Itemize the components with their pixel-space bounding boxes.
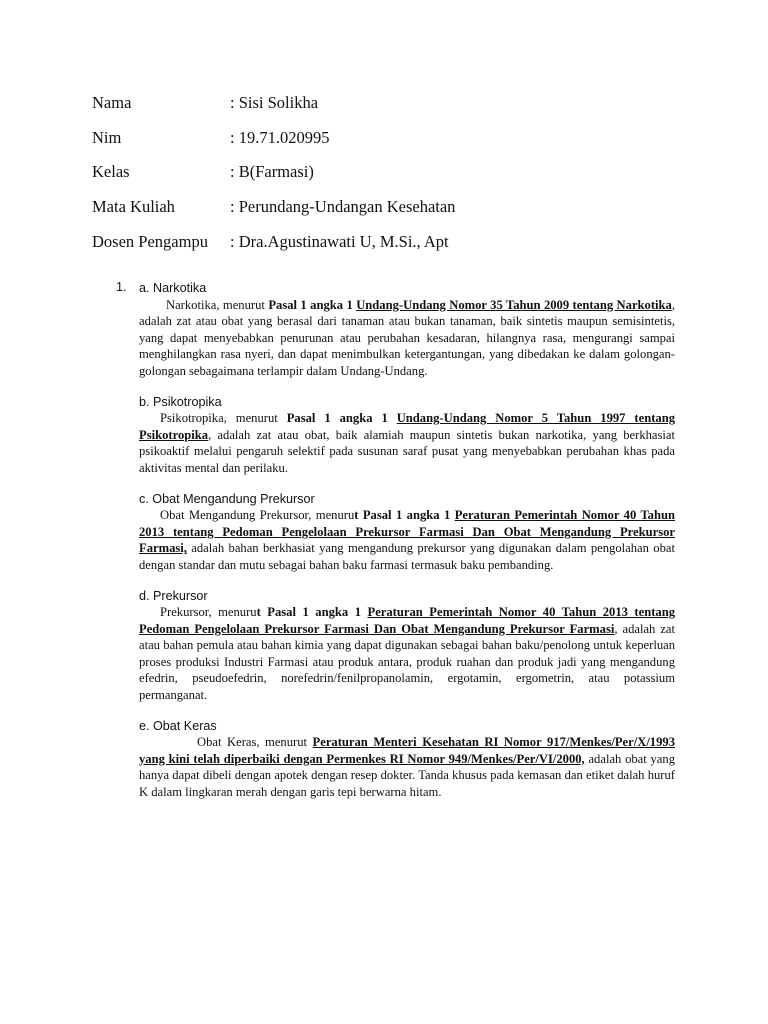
section-paragraph xyxy=(139,297,675,380)
info-value: : Perundang-Undangan Kesehatan xyxy=(230,197,456,217)
info-label: Dosen Pengampu xyxy=(92,231,208,251)
info-row-kelas xyxy=(92,155,712,190)
law-title: Undang-Undang Nomor 35 Tahun 2009 tentang Narkotika xyxy=(356,297,672,312)
info-row-nim xyxy=(92,121,712,156)
section-prekursor xyxy=(139,588,675,704)
section-heading: d. Prekursor xyxy=(139,588,208,603)
info-label: Kelas xyxy=(92,162,130,182)
section-heading: b. Psikotropika xyxy=(139,394,222,409)
paragraph-text: , adalah zat atau obat yang berasal dari tanaman atau bukan tanaman, baik sintetis maupun semisintetis, yang dapat menyebabkan penurunan atau perubahan kesadaran, hilangnya rasa, mengurangi sampai menghilangkan rasa nyeri, dan dapat menimbulkan ketergantungan, yang dibedakan ke dalam golongan-golongan sebagaimana terlampir dalam Undang-Undang. xyxy=(139,297,675,378)
section-paragraph xyxy=(139,734,675,800)
info-value: : Sisi Solikha xyxy=(230,93,319,113)
section-obat-keras xyxy=(139,718,675,801)
list-content xyxy=(139,280,675,815)
section-obat-mengandung-prekursor xyxy=(139,491,675,574)
list-number: 1. xyxy=(116,280,127,294)
info-value: : B(Farmasi) xyxy=(230,162,314,182)
info-label: Nama xyxy=(92,93,132,113)
paragraph-text: Obat Keras, menurut xyxy=(197,735,313,750)
legal-reference: Pasal 1 angka 1 xyxy=(286,411,397,426)
paragraph-text: Psikotropika, menurut xyxy=(160,411,287,426)
info-value: : 19.71.020995 xyxy=(230,127,330,147)
section-narkotika xyxy=(139,280,675,380)
section-paragraph xyxy=(139,410,675,476)
paragraph-text: Obat Mengandung Prekursor, menuru xyxy=(160,508,355,523)
legal-reference: t Pasal 1 angka 1 xyxy=(256,605,368,620)
paragraph-text: Narkotika, menurut xyxy=(166,297,269,312)
info-row-nama xyxy=(92,86,712,121)
paragraph-text: Prekursor, menuru xyxy=(160,605,257,620)
info-row-dosen xyxy=(92,224,712,259)
law-title: Peraturan Pemerintah Nomor 40 Tahun 2013 tentang Pedoman Pengelolaan Prekursor Farmasi Dan Obat Mengandung Prekursor Farmasi xyxy=(139,605,675,636)
paragraph-text: adalah bahan berkhasiat yang mengandung prekursor yang digunakan dalam pengolahan obat dengan standar dan mutu sebagai bahan baku farmasi termasuk baku pembanding. xyxy=(139,541,675,572)
legal-reference: Pasal 1 angka 1 xyxy=(268,297,357,312)
section-heading: a. Narkotika xyxy=(139,281,207,295)
info-row-mata-kuliah xyxy=(92,190,712,225)
legal-reference: t Pasal 1 angka 1 xyxy=(354,508,455,523)
section-paragraph xyxy=(139,604,675,704)
paragraph-text: adalah obat yang hanya dapat dibeli dengan apotek dengan resep dokter. Tanda khusus pada kemasan dan etiket dalah huruf K dalam lingkaran merah dengan garis tepi berwarna hitam. xyxy=(139,751,675,800)
section-paragraph xyxy=(139,507,675,573)
law-title: Undang-Undang Nomor 5 Tahun 1997 tentang Psikotropika xyxy=(139,411,675,442)
paragraph-text: , adalah zat atau bahan pemula atau bahan kimia yang dapat digunakan sebagai bahan baku/penolong untuk keperluan proses produksi Industri Farmasi atau produk antara, produk ruahan dan produk jadi yang mengandung efedrin, pseudoefedrin, norefedrin/fenilpropanolamin, ergotamin, ergometrin, atau potassium permanganat. xyxy=(139,621,675,703)
student-info-header xyxy=(92,86,712,259)
info-value: : Dra.Agustinawati U, M.Si., Apt xyxy=(230,231,449,251)
paragraph-text: , adalah zat atau obat, baik alamiah maupun sintetis bukan narkotika, yang berkhasiat psikoaktif melalui pengaruh selektif pada susunan saraf pusat yang menyebabkan perubahan khas pada aktivitas mental dan perilaku. xyxy=(139,427,675,475)
section-heading: c. Obat Mengandung Prekursor xyxy=(139,491,315,506)
info-label: Mata Kuliah xyxy=(92,197,175,217)
law-title: Peraturan Menteri Kesehatan RI Nomor 917/Menkes/Per/X/1993 yang kini telah diperbaiki dengan Permenkes RI Nomor 949/Menkes/Per/VI/2000, xyxy=(139,735,675,766)
section-psikotropika xyxy=(139,394,675,477)
info-label: Nim xyxy=(92,127,122,147)
section-heading: e. Obat Keras xyxy=(139,718,217,733)
law-title: Peraturan Pemerintah Nomor 40 Tahun 2013 tentang Pedoman Pengelolaan Prekursor Farmasi Dan Obat Mengandung Prekursor Farmasi, xyxy=(139,508,675,556)
